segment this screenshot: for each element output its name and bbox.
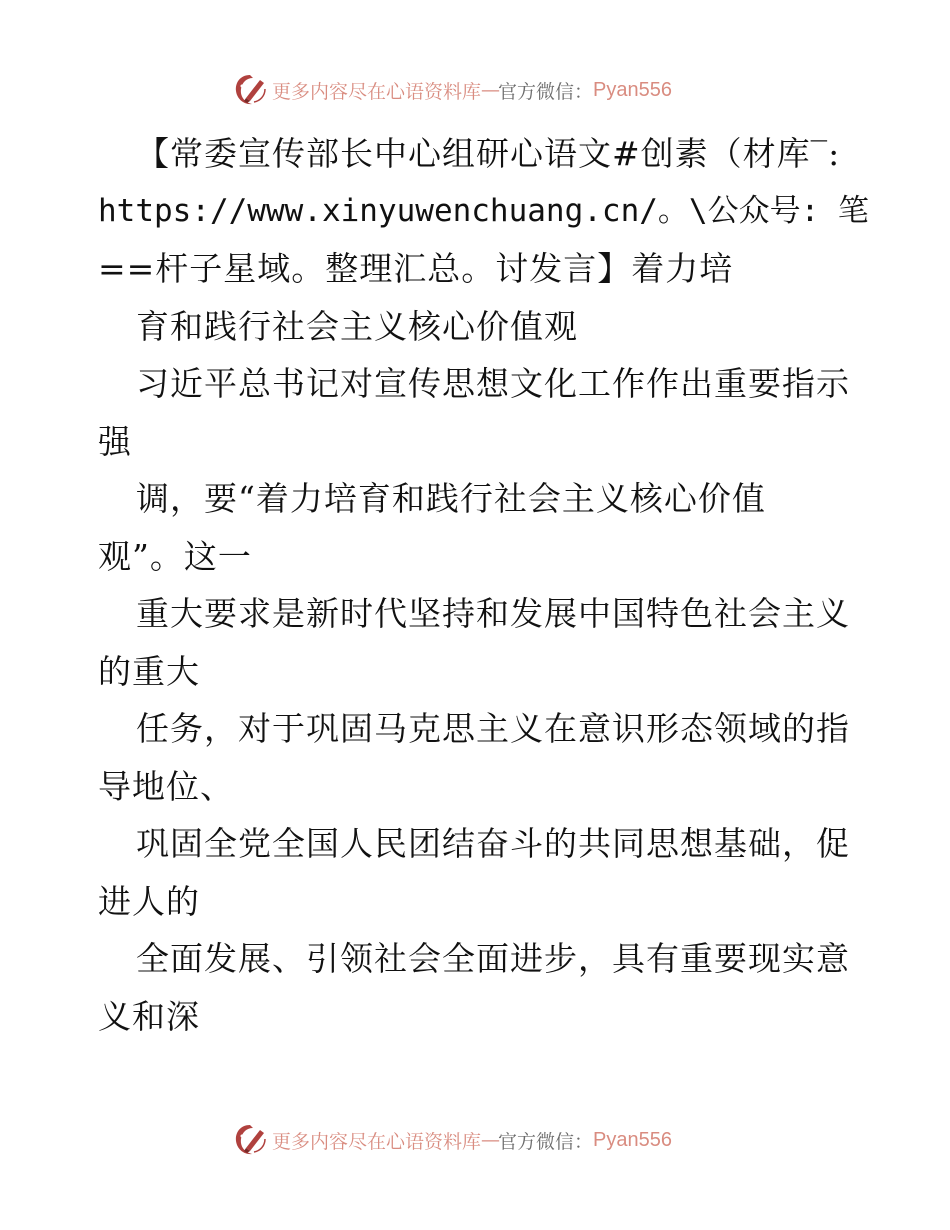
text-line: 进人的	[98, 881, 200, 921]
text-line: 的重大	[98, 651, 200, 691]
text-line: 义和深	[98, 996, 200, 1036]
header-watermark	[232, 70, 672, 110]
watermark-dash: —	[481, 79, 499, 101]
watermark-main-text: 更多内容尽在心语资料库	[272, 1130, 482, 1153]
text-line: 巩固全党全国人民团结奋斗的共同思想基础，促	[136, 824, 850, 863]
text-line: 强	[98, 421, 132, 461]
watermark-main-text: 更多内容尽在心语资料库	[272, 80, 482, 103]
text-line: 调，要“着力培育和践行社会主义核心价值	[136, 479, 766, 518]
pen-nib-logo-icon	[232, 1122, 268, 1158]
pen-nib-logo-icon	[232, 72, 268, 108]
text-line: 【常委宣传部长中心组研心语文#创素（材库‾:	[136, 134, 841, 173]
text-line: https://www.xinyuwenchuang.cn/。\公众号: 笔	[98, 192, 869, 229]
text-line: 全面发展、引领社会全面进步，具有重要现实意	[136, 939, 850, 978]
watermark-official-label: 官方微信：	[498, 80, 594, 103]
text-line: 习近平总书记对宣传思想文化工作作出重要指示	[136, 364, 850, 403]
footer-watermark	[232, 1120, 672, 1160]
document-body	[98, 125, 869, 1045]
watermark-dash: —	[481, 1129, 499, 1151]
watermark-wechat-id: Pyan556	[593, 78, 672, 101]
text-line: 观”。这一	[98, 536, 252, 576]
text-line: 导地位、	[98, 766, 234, 806]
watermark-wechat-id: Pyan556	[593, 1128, 672, 1151]
text-line: ==杆子星域。整理汇总。讨发言】着力培	[98, 249, 734, 288]
text-line: 重大要求是新时代坚持和发展中国特色社会主义	[136, 594, 850, 633]
text-line: 任务，对于巩固马克思主义在意识形态领域的指	[136, 709, 850, 748]
text-line: 育和践行社会主义核心价值观	[136, 306, 578, 346]
watermark-official-label: 官方微信：	[498, 1130, 594, 1153]
